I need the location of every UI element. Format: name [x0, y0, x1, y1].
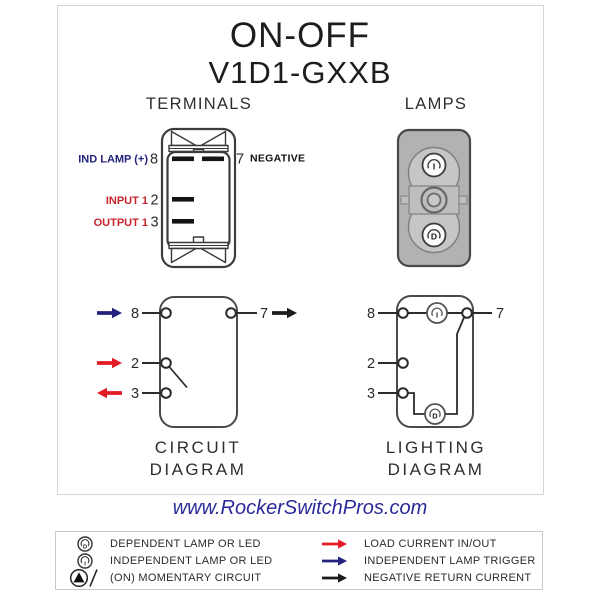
- black-arrow-icon: [320, 572, 364, 584]
- lighting-caption-line2: DIAGRAM: [387, 460, 485, 479]
- black-arrow-out-icon: [272, 308, 297, 318]
- lighting-pin-2: 2: [366, 356, 376, 372]
- circuit-caption: [98, 437, 298, 481]
- terminals-pin-8: 8: [149, 151, 159, 168]
- circuit-terminal-2: [161, 358, 171, 368]
- lamps-diagram: [398, 130, 470, 266]
- legend-label-dependent-lamp: DEPENDENT LAMP OR LED: [110, 537, 261, 550]
- lighting-caption: [336, 437, 536, 481]
- rocker-pivot-inner: [428, 194, 441, 207]
- output1-label: OUTPUT 1: [93, 217, 148, 229]
- red-arrow-out-icon: [97, 388, 122, 398]
- ind-lamp-label: IND LAMP (+): [78, 153, 148, 166]
- legend-label-lamp-trigger: INDEPENDENT LAMP TRIGGER: [364, 554, 536, 567]
- circuit-pin-7: 7: [259, 306, 269, 322]
- independent-lamp-symbol: [423, 154, 446, 177]
- circuit-terminal-3: [161, 388, 171, 398]
- circuit-terminal-8: [161, 308, 171, 318]
- lighting-diagram: [367, 296, 504, 427]
- legend-row-negative-return: [320, 569, 542, 586]
- rocker-left-tab: [401, 196, 409, 204]
- lighting-terminal-3: [398, 388, 408, 398]
- lighting-pin-3: 3: [366, 386, 376, 402]
- legend-right-column: [306, 532, 542, 589]
- lighting-lamp-i: [427, 303, 447, 323]
- svg-text:I: I: [84, 560, 86, 567]
- circuit-pin-8: 8: [130, 306, 140, 322]
- lighting-lamp-i-letter: I: [435, 310, 439, 320]
- terminals-pin-7: 7: [235, 151, 245, 168]
- circuit-pin-3: 3: [130, 386, 140, 402]
- lighting-terminal-2: [398, 358, 408, 368]
- website-link[interactable]: www.RockerSwitchPros.com: [172, 497, 428, 519]
- red-arrow-in-icon: [97, 358, 122, 368]
- legend-label-independent-lamp: INDEPENDENT LAMP OR LED: [110, 554, 273, 567]
- lamps-heading: LAMPS: [404, 95, 468, 113]
- legend-row-momentary: [68, 569, 306, 586]
- legend-label-momentary: (ON) MOMENTARY CIRCUIT: [110, 571, 262, 584]
- terminals-diagram: [78, 129, 305, 267]
- circuit-caption-line2: DIAGRAM: [149, 460, 247, 479]
- blue-arrow-icon: [320, 555, 364, 567]
- lighting-pin-7: 7: [495, 306, 505, 322]
- input1-label: INPUT 1: [105, 195, 148, 207]
- dependent-lamp-symbol: [423, 224, 446, 247]
- circuit-pin-2: 2: [130, 356, 140, 372]
- legend-box: [55, 531, 543, 590]
- svg-text:D: D: [82, 543, 88, 550]
- lighting-pin-8: 8: [366, 306, 376, 322]
- page-title: ON-OFF: [229, 16, 371, 55]
- model-number: V1D1-GXXB: [208, 55, 392, 90]
- terminals-pin-2: 2: [150, 192, 159, 209]
- terminal-blade-7: [202, 157, 224, 162]
- legend-label-load-current: LOAD CURRENT IN/OUT: [364, 537, 497, 550]
- circuit-caption-line1: CIRCUIT: [154, 438, 242, 457]
- lighting-caption-line1: LIGHTING: [385, 438, 487, 457]
- lighting-lamp-d: [425, 404, 445, 424]
- lighting-terminal-7: [462, 308, 472, 318]
- terminal-blade-2: [172, 197, 194, 202]
- rocker-right-tab: [459, 196, 467, 204]
- circuit-terminal-7: [226, 308, 236, 318]
- terminal-blade-8: [172, 157, 194, 162]
- lamp-i-letter: I: [432, 161, 436, 172]
- legend-row-dependent-lamp: [68, 535, 306, 552]
- legend-row-load-current: [320, 535, 542, 552]
- lamp-d-letter: D: [430, 231, 438, 242]
- legend-label-negative-return: NEGATIVE RETURN CURRENT: [364, 571, 532, 584]
- legend-left-column: [56, 532, 306, 589]
- legend-row-lamp-trigger: [320, 552, 542, 569]
- terminals-pin-3: 3: [150, 214, 159, 231]
- lighting-terminal-8: [398, 308, 408, 318]
- circuit-diagram: [97, 297, 297, 427]
- momentary-circuit-icon: [68, 568, 110, 588]
- dependent-lamp-icon: [68, 535, 110, 553]
- legend-row-independent-lamp: [68, 552, 306, 569]
- red-arrow-icon: [320, 538, 364, 550]
- negative-label: NEGATIVE: [250, 152, 306, 165]
- terminals-heading: TERMINALS: [145, 95, 253, 113]
- blue-arrow-in-icon: [97, 308, 122, 318]
- terminal-blade-3: [172, 219, 194, 224]
- lighting-lamp-d-letter: D: [432, 411, 438, 421]
